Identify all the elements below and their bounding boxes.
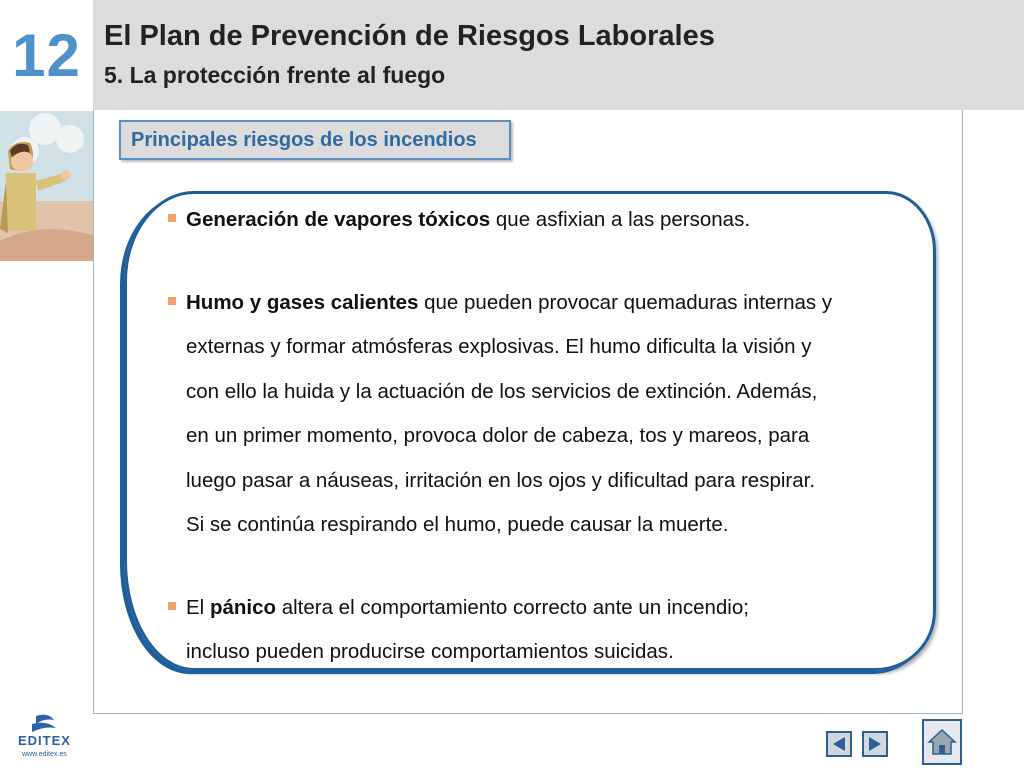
bullet-text: que asfixian a las personas. xyxy=(490,208,751,231)
bullet-item xyxy=(166,198,926,243)
next-arrow-icon xyxy=(866,735,884,753)
bullet-list xyxy=(166,198,926,675)
illustration-person-icon xyxy=(0,111,93,261)
bullet-bold-text: Humo y gases calientes xyxy=(186,290,419,314)
home-button[interactable] xyxy=(922,719,962,765)
bullet-bold-text: Generación de vapores tóxicos xyxy=(186,208,491,231)
page-title: El Plan de Prevención de Riesgos Laborales xyxy=(104,20,715,52)
chapter-number: 12 xyxy=(12,21,81,89)
next-button[interactable] xyxy=(862,731,888,757)
bullet-text: externas y formar atmósferas explosivas. El humo dificulta la visión y xyxy=(186,335,812,358)
prev-arrow-icon xyxy=(830,735,848,753)
bullet-text: en un primer momento, provoca dolor de cabeza, tos y mareos, para xyxy=(186,424,810,447)
bullet-bold-text: pánico xyxy=(209,595,277,619)
bullet-text: luego pasar a náuseas, irritación en los ojos y dificultad para respirar. xyxy=(186,468,816,492)
bullet-prefix: El xyxy=(186,595,210,619)
section-label: Principales riesgos de los incendios xyxy=(119,120,511,160)
header-bar xyxy=(93,0,1024,110)
page-subtitle: 5. La protección frente al fuego xyxy=(104,62,446,88)
logo-text: EDITEX xyxy=(18,733,71,748)
bullet-marker xyxy=(168,214,176,222)
logo-url[interactable]: www.editex.es xyxy=(22,751,67,758)
bullet-text: con ello la huida y la actuación de los servicios de extinción. Además, xyxy=(186,379,818,403)
bullet-text: Si se continúa respirando el humo, puede causar la muerte. xyxy=(186,513,729,536)
bullet-marker xyxy=(168,602,176,610)
bullet-text: que pueden provocar quemaduras internas y xyxy=(418,290,833,314)
bullet-text: altera el comportamiento correcto ante un incendio; xyxy=(276,595,749,619)
home-icon xyxy=(927,727,957,757)
prev-button[interactable] xyxy=(826,731,852,757)
decorative-illustration xyxy=(0,111,93,261)
bullet-marker xyxy=(168,297,176,305)
bullet-text: incluso pueden producirse comportamientos suicidas. xyxy=(186,640,674,663)
bullet-item xyxy=(166,281,926,548)
bullet-item xyxy=(166,586,926,675)
